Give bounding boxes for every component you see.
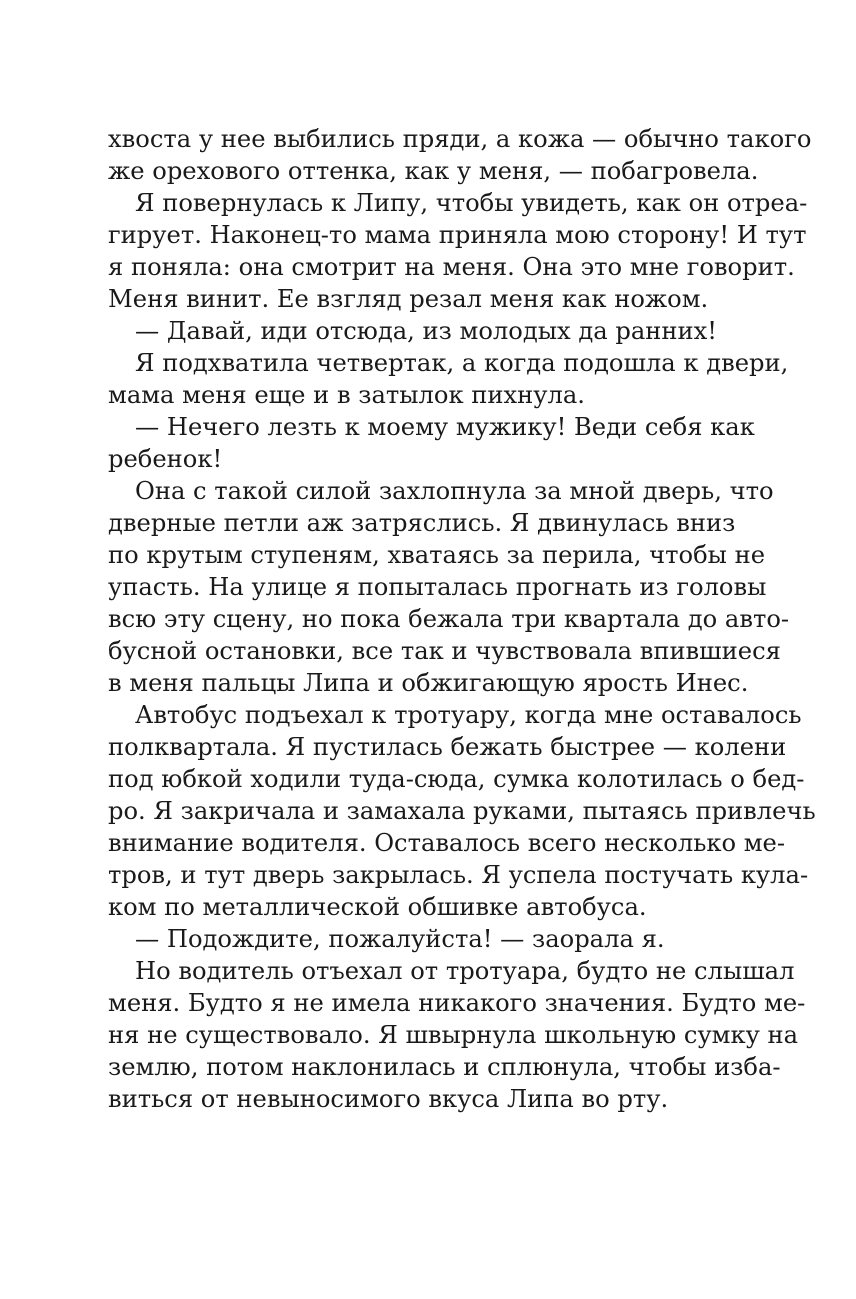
text-line: Я подхватила четвертак, а когда подошла к двери,: [135, 349, 789, 377]
text-line: дверные петли аж затряслись. Я двинулась вниз: [108, 509, 736, 537]
text-line: в меня пальцы Липа и обжигающую ярость Инес.: [108, 669, 749, 697]
text-line: Меня винит. Ее взгляд резал меня как ножом.: [108, 285, 709, 313]
text-line: тров, и тут дверь закрылась. Я успела постучать кула-: [108, 861, 809, 889]
text-line: виться от невыносимого вкуса Липа во рту.: [108, 1085, 669, 1113]
text-line: гирует. Наконец-то мама приняла мою сторону! И тут: [108, 221, 807, 249]
text-line: всю эту сцену, но пока бежала три квартала до авто-: [108, 605, 790, 633]
text-line: Автобус подъехал к тротуару, когда мне оставалось: [135, 701, 802, 729]
text-line: — Давай, иди отсюда, из молодых да ранних!: [135, 317, 717, 345]
text-line: Но водитель отъехал от тротуара, будто не слышал: [135, 957, 795, 985]
text-line: внимание водителя. Оставалось всего несколько ме-: [108, 829, 786, 857]
text-line: упасть. На улице я попыталась прогнать из головы: [108, 573, 767, 601]
text-line: землю, потом наклонилась и сплюнула, чтобы изба-: [108, 1053, 781, 1081]
text-line: под юбкой ходили туда-сюда, сумка колотилась о бед-: [108, 765, 805, 793]
text-line: же орехового оттенка, как у меня, — побагровела.: [108, 157, 759, 185]
text-line: меня. Будто я не имела никакого значения. Будто ме-: [108, 989, 806, 1017]
page-text: [108, 123, 816, 1115]
text-line: ребенок!: [108, 445, 223, 473]
text-line: — Нечего лезть к моему мужику! Веди себя как: [135, 413, 755, 441]
text-line: по крутым ступеням, хватаясь за перила, чтобы не: [108, 541, 766, 569]
text-line: Она с такой силой захлопнула за мной дверь, что: [135, 477, 774, 505]
text-line: Я повернулась к Липу, чтобы увидеть, как он отреа-: [135, 189, 808, 217]
text-line: полквартала. Я пустилась бежать быстрее — колени: [108, 733, 787, 761]
text-line: ро. Я закричала и замахала руками, пытаясь привлечь: [108, 797, 816, 825]
text-line: я поняла: она смотрит на меня. Она это мне говорит.: [108, 253, 795, 281]
text-line: хвоста у нее выбились пряди, а кожа — обычно такого: [108, 125, 812, 153]
text-line: ня не существовало. Я швырнула школьную сумку на: [108, 1021, 799, 1049]
text-line: ком по металлической обшивке автобуса.: [108, 893, 647, 921]
text-line: мама меня еще и в затылок пихнула.: [108, 381, 585, 409]
text-line: бусной остановки, все так и чувствовала впившиеся: [108, 637, 781, 665]
text-line: — Подождите, пожалуйста! — заорала я.: [135, 925, 665, 953]
